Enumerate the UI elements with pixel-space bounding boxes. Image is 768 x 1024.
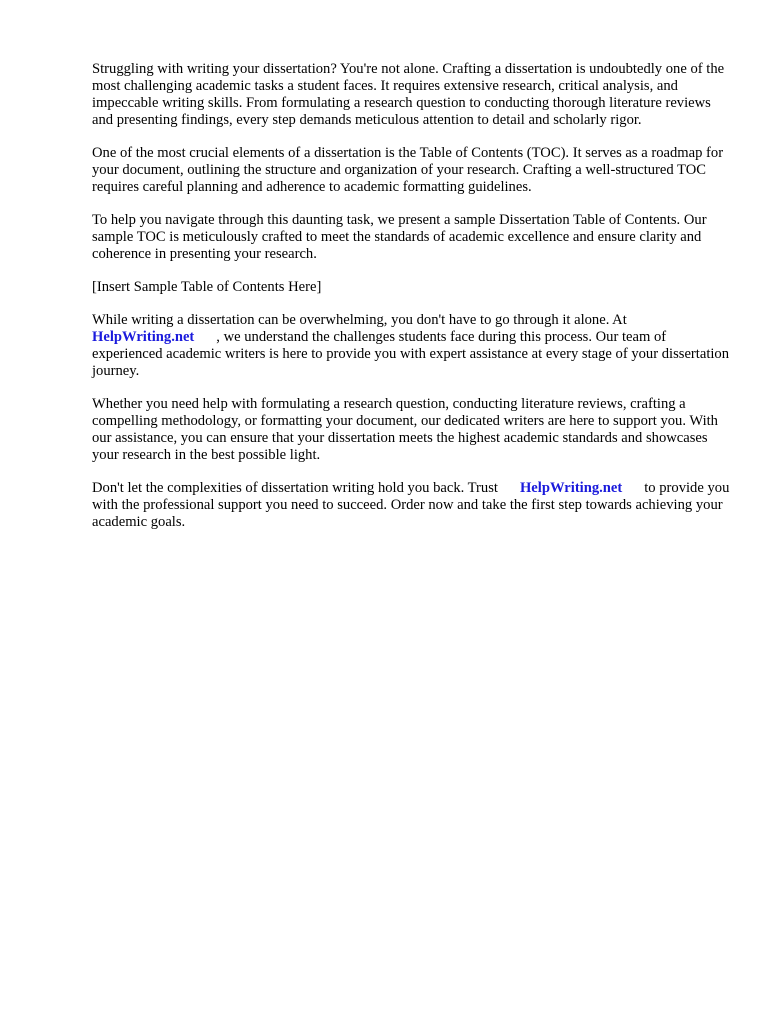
- paragraph-intro: Struggling with writing your dissertation? You're not alone. Crafting a dissertation is undoubtedly one of the most challenging academic tasks a student faces. It requires extensive research, critical analysis, and impeccable writing skills. From formulating a research question to conducting thorough literature reviews and presenting findings, every step demands meticulous attention to detail and scholarly rigor.: [92, 61, 725, 128]
- helpwriting-link-2[interactable]: HelpWriting.net: [519, 480, 623, 496]
- paragraph-sample-toc: To help you navigate through this daunting task, we present a sample Dissertation Table of Contents. Our sample TOC is meticulously crafted to meet the standards of academic excellence and ensure clarity and coherence in presenting your research.: [92, 212, 707, 262]
- helpwriting-link-1[interactable]: HelpWriting.net: [92, 329, 195, 345]
- paragraph-service-intro-text-before: While writing a dissertation can be overwhelming, you don't have to go through it alone. At: [92, 312, 627, 328]
- paragraph-service-intro: [92, 312, 732, 380]
- paragraph-service-intro-text-after: , we understand the challenges students face during this process. Our team of experienced academic writers is here to provide you with expert assistance at every stage of your dissertation journey.: [92, 329, 730, 379]
- paragraph-call-to-action: [92, 480, 732, 531]
- paragraph-insert-placeholder: [Insert Sample Table of Contents Here]: [92, 279, 322, 295]
- paragraph-cta-text-after: to provide you with the professional support you need to succeed. Order now and take the first step towards achieving your academic goals.: [92, 480, 730, 530]
- document-page: [92, 61, 732, 547]
- paragraph-cta-text-before: Don't let the complexities of dissertation writing hold you back. Trust: [92, 480, 498, 496]
- paragraph-help-areas: Whether you need help with formulating a research question, conducting literature reviews, crafting a compelling methodology, or formatting your document, our dedicated writers are here to support you. With our assistance, you can ensure that your dissertation meets the highest academic standards and showcases your research in the best possible light.: [92, 396, 718, 463]
- paragraph-toc-importance: One of the most crucial elements of a dissertation is the Table of Contents (TOC). It serves as a roadmap for your document, outlining the structure and organization of your research. Crafting a well-structured TOC requires careful planning and adherence to academic formatting guidelines.: [92, 145, 724, 195]
